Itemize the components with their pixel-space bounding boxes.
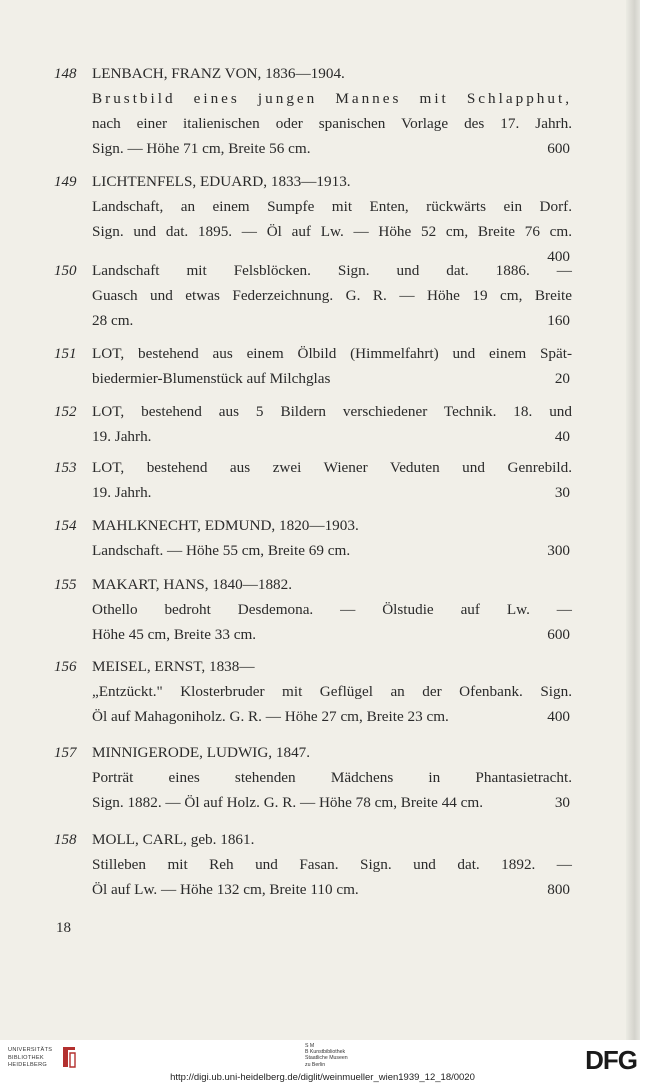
university-logo-icon[interactable]: [60, 1045, 78, 1069]
kunstbibliothek-label: S M B Kunstbibliothek Staatliche Museen zu Berlin: [305, 1043, 348, 1068]
entry-description: LOT, bestehend aus einem Ölbild (Himmelfahrt) und einem Spät-: [92, 345, 572, 362]
page-edge-shadow: [626, 0, 640, 1040]
entry-description: nach einer italienischen oder spanischen Vorlage des 17. Jahrh.: [92, 115, 572, 132]
estimate-price: 300: [547, 542, 570, 559]
artwork-title: Landschaft, an einem Sumpfe mit Enten, rückwärts ein Dorf.: [92, 198, 572, 215]
lot-number: 148: [54, 66, 77, 82]
entry-description: LOT, bestehend aus 5 Bildern verschiedener Technik. 18. und: [92, 403, 572, 420]
lot-number: 152: [54, 404, 77, 420]
entry-description: Öl auf Lw. — Höhe 132 cm, Breite 110 cm.: [92, 881, 359, 898]
lot-number: 149: [54, 174, 77, 190]
lot-number: 155: [54, 577, 77, 593]
artwork-title: Porträt eines stehenden Mädchens in Phantasietracht.: [92, 769, 572, 786]
entry-description: Öl auf Mahagoniholz. G. R. — Höhe 27 cm, Breite 23 cm.: [92, 708, 449, 725]
artwork-title: Landschaft mit Felsblöcken. Sign. und dat. 1886. —: [92, 262, 572, 279]
estimate-price: 600: [547, 626, 570, 643]
lot-number: 153: [54, 460, 77, 476]
artist-heading: MAHLKNECHT, EDMUND, 1820—1903.: [92, 517, 359, 534]
estimate-price: 400: [547, 248, 570, 265]
entry-description: 28 cm.: [92, 312, 134, 329]
university-library-label[interactable]: UNIVERSITÄTS BIBLIOTHEK HEIDELBERG: [8, 1047, 53, 1068]
artwork-title: Stilleben mit Reh und Fasan. Sign. und dat. 1892. —: [92, 856, 572, 873]
artist-heading: MINNIGERODE, LUDWIG, 1847.: [92, 744, 311, 761]
estimate-price: 20: [554, 370, 570, 387]
artist-heading: LICHTENFELS, EDUARD, 1833—1913.: [92, 173, 351, 190]
entry-description: Guasch und etwas Federzeichnung. G. R. — Höhe 19 cm, Breite: [92, 287, 572, 304]
entry-description: Sign. — Höhe 71 cm, Breite 56 cm.: [92, 140, 311, 157]
artwork-title: „Entzückt." Klosterbruder mit Geflügel an der Ofenbank. Sign.: [92, 683, 572, 700]
permalink-url[interactable]: http://digi.ub.uni-heidelberg.de/diglit/weinmueller_wien1939_12_18/0020: [170, 1072, 475, 1083]
artwork-title: Othello bedroht Desdemona. — Ölstudie auf Lw. —: [92, 601, 572, 618]
estimate-price: 30: [554, 794, 570, 811]
entry-description: Sign. und dat. 1895. — Öl auf Lw. — Höhe 52 cm, Breite 76 cm.: [92, 223, 572, 240]
estimate-price: 30: [554, 484, 570, 501]
lot-number: 151: [54, 346, 77, 362]
estimate-price: 600: [547, 140, 570, 157]
page-number: 18: [56, 920, 71, 936]
estimate-price: 800: [547, 881, 570, 898]
entry-description: Höhe 45 cm, Breite 33 cm.: [92, 626, 257, 643]
lot-number: 157: [54, 745, 77, 761]
entry-description: LOT, bestehend aus zwei Wiener Veduten und Genrebild.: [92, 459, 572, 476]
lot-number: 156: [54, 659, 77, 675]
entry-description: biedermier-Blumenstück auf Milchglas: [92, 370, 331, 387]
entry-description: 19. Jahrh.: [92, 484, 152, 501]
entry-description: Sign. 1882. — Öl auf Holz. G. R. — Höhe 78 cm, Breite 44 cm.: [92, 794, 484, 811]
estimate-price: 160: [547, 312, 570, 329]
artist-heading: MOLL, CARL, geb. 1861.: [92, 831, 255, 848]
dfg-logo[interactable]: DFG: [585, 1045, 637, 1075]
artwork-title: Landschaft. — Höhe 55 cm, Breite 69 cm.: [92, 542, 351, 559]
lot-number: 154: [54, 518, 77, 534]
artist-heading: LENBACH, FRANZ VON, 1836—1904.: [92, 65, 345, 82]
lot-number: 158: [54, 832, 77, 848]
entry-description: 19. Jahrh.: [92, 428, 152, 445]
artist-heading: MEISEL, ERNST, 1838—: [92, 658, 255, 675]
estimate-price: 400: [547, 708, 570, 725]
artist-heading: MAKART, HANS, 1840—1882.: [92, 576, 293, 593]
viewer-footer: [0, 1040, 645, 1085]
artwork-title: Brustbild eines jungen Mannes mit Schlapphut,: [92, 90, 572, 107]
estimate-price: 40: [554, 428, 570, 445]
lot-number: 150: [54, 263, 77, 279]
